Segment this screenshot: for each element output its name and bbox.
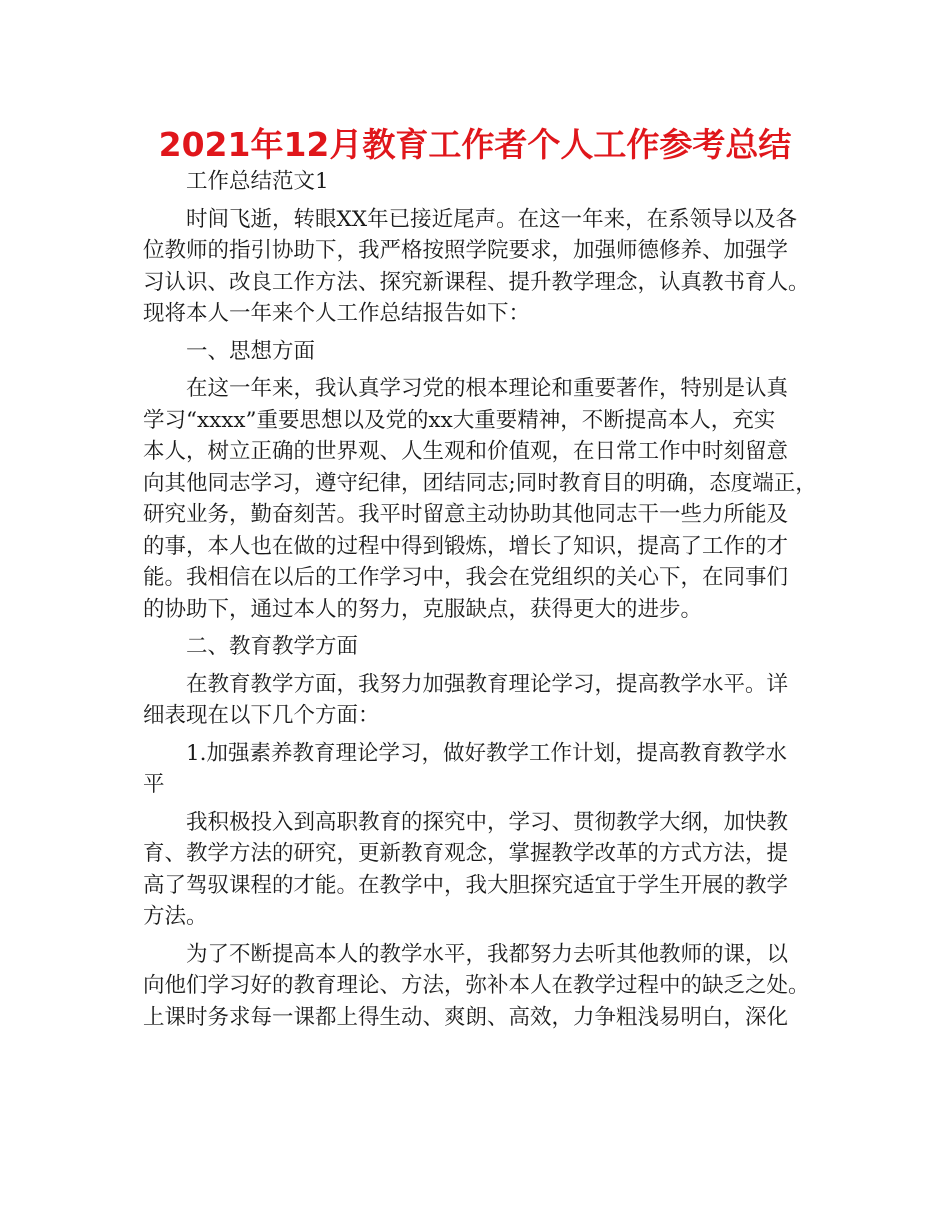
section-heading-thought: 一、思想方面 [186,338,316,364]
paragraph-intro-line-1: 时间飞逝，转眼XX年已接近尾声。在这一年来，在系领导以及各 [186,206,798,232]
paragraph-improve-line-2: 向他们学习好的教育理论、方法，弥补本人在教学过程中的缺乏之处。 [143,973,810,998]
paragraph-explore-line-2: 育、教学方法的研究，更新教育观念，掌握教学改革的方式方法，提 [143,841,789,866]
section-heading-teaching: 二、教育教学方面 [186,634,359,659]
document-body [143,166,823,1033]
paragraph-teaching-line-2: 细表现在以下几个方面： [143,703,380,728]
paragraph-teaching-line-1: 在教育教学方面，我努力加强教育理论学习，提高教学水平。详 [186,671,789,697]
paragraph-intro-line-2: 位教师的指引协助下，我严格按照学院要求，加强师德修养、加强学 [143,238,789,263]
item-heading-1-line-1: 1.加强素养教育理论学习，做好教学工作计划，提高教育教学水 [186,740,788,766]
paragraph-thought-line-4: 向其他同志学习，遵守纪律，团结同志;同时教育目的明确，态度端正， [143,470,817,496]
paragraph-explore-line-4: 方法。 [143,904,208,929]
paragraph-thought-line-1: 在这一年来，我认真学习党的根本理论和重要著作，特别是认真 [186,376,789,401]
paragraph-thought-line-6: 的事，本人也在做的过程中得到锻炼，增长了知识，提高了工作的才 [143,533,789,559]
paragraph-thought-line-8: 的协助下，通过本人的努力，克服缺点，获得更大的进步。 [143,596,703,622]
subheading-sample-1: 工作总结范文1 [186,169,329,194]
paragraph-intro-line-4: 现将本人一年来个人工作总结报告如下： [143,301,531,326]
paragraph-explore-line-1: 我积极投入到高职教育的探究中，学习、贯彻教学大纲，加快教 [186,809,789,835]
paragraph-thought-line-5: 研究业务，勤奋刻苦。我平时留意主动协助其他同志干一些力所能及 [143,502,789,527]
paragraph-improve-line-1: 为了不断提高本人的教学水平，我都努力去听其他教师的课，以 [186,941,789,967]
item-heading-1-line-2: 平 [143,772,165,797]
paragraph-improve-line-3: 上课时务求每一课都上得生动、爽朗、高效，力争粗浅易明白，深化 [143,1004,789,1030]
paragraph-thought-line-2: 学习“xxxx”重要思想以及党的xx大重要精神，不断提高本人，充实 [143,407,776,433]
paragraph-intro-line-3: 习认识、改良工作方法、探究新课程、提升教学理念，认真教书育人。 [143,269,810,295]
paragraph-thought-line-7: 能。我相信在以后的工作学习中，我会在党组织的关心下，在同事们 [143,565,789,590]
paragraph-explore-line-3: 高了驾驭课程的才能。在教学中，我大胆探究适宜于学生开展的教学 [143,872,789,898]
document-title: 2021年12月教育工作者个人工作参考总结 [158,125,792,164]
paragraph-thought-line-3: 本人，树立正确的世界观、人生观和价值观，在日常工作中时刻留意 [143,439,789,464]
